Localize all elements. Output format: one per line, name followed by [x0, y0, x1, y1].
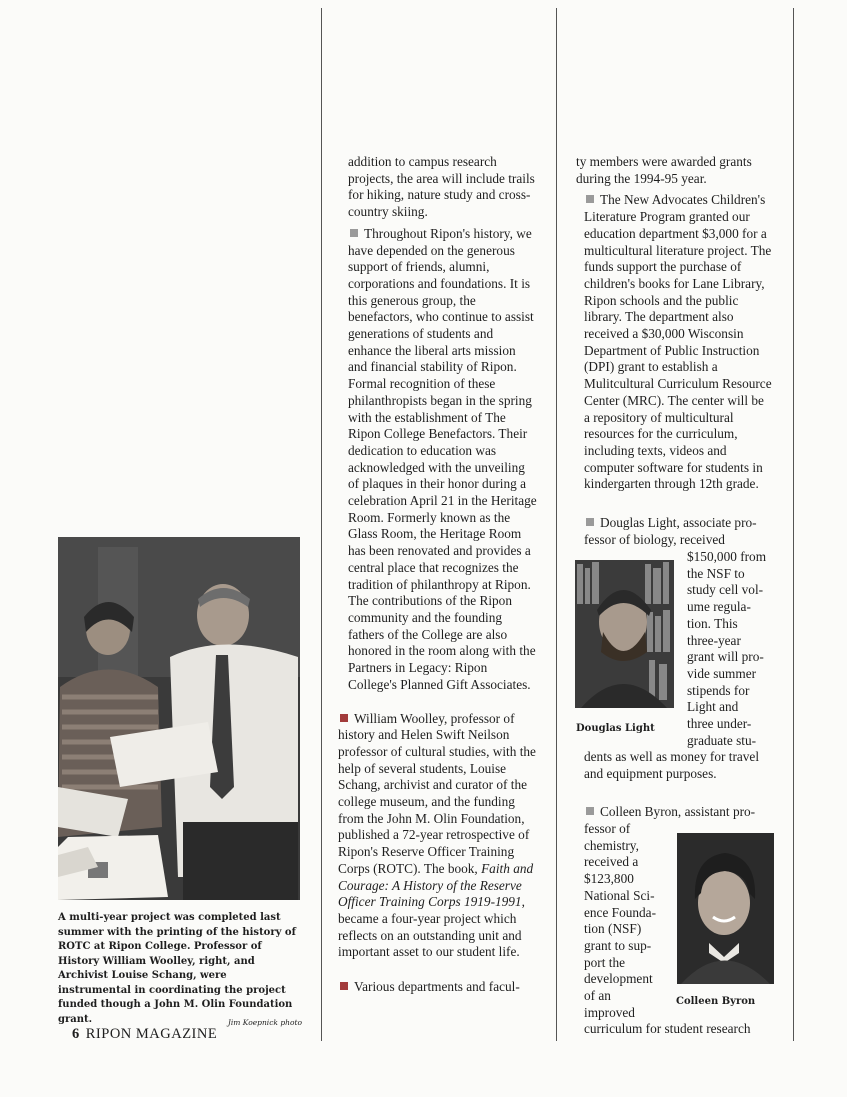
wrap-line: $150,000 from	[687, 549, 767, 564]
wrap-line: tion (NSF)	[584, 921, 642, 937]
wrap-line: study cell vol-	[687, 582, 764, 598]
wrap-line: vide summer	[687, 665, 757, 681]
rotc-text-a: William Woolley, professor of history and Helen Swift Neilson professor of cultural studies, with the help of several students, Louise Schang, archivist and curator of the college museum, and the funding from the John M. Olin Foundation, published a 72-year retrospective of Ripon's Reserve Officer Training Corps (ROTC). The book,	[338, 710, 536, 876]
paragraph-benefactors	[348, 226, 538, 694]
colleen-byron-photo	[677, 833, 774, 984]
wrap-line: grant will pro-	[687, 649, 764, 665]
wrap-line: three-year	[687, 632, 741, 648]
bullet-square	[350, 229, 358, 237]
wrap-line: graduate stu-	[687, 732, 757, 748]
douglas-light-photo	[575, 560, 674, 708]
colleen-first-line: Colleen Byron, assistant pro-	[600, 804, 756, 819]
paragraph-campus-trails: addition to campus research projects, the area will include trails for hiking, nature study and cross-country skiing.	[348, 154, 535, 220]
wrap-line: ence Founda-	[584, 904, 656, 920]
benefactors-text: Throughout Ripon's history, we have depended on the generous support of friends, alumni, corporations and foundations. It is this generous group, the benefactors, who continue to assist generations of students and enhance the liberal arts mission and financial stability of Ripon. Formal recognition of these philanthropists began in the spring with the establishment of The Ripon College Benefactors. Their dedication to education was acknowledged with the unveiling of plaques in their honor during a celebration April 21 in the Heritage Room. Formerly known as the Glass Room, the Heritage Room has been renovated and provides a central place that recognizes the tradition of philanthropy at Ripon. The contributions of the Ripon community and the founding fathers of the College are also honored in the room along with the Partners in Legacy: Ripon College's Planned Gift Associates.	[348, 225, 537, 692]
douglas-end-text	[584, 749, 774, 782]
right-column	[576, 154, 772, 493]
wrap-line: received a	[584, 854, 639, 870]
wrap-line: stipends for	[687, 682, 750, 698]
wrap-line: fessor of	[584, 821, 631, 836]
bullet-square	[586, 195, 594, 203]
new-advocates-text: The New Advocates Children's Literature Program granted our education department $3,000 for a multicultural literature project. The funds support the purchase of children's books for Lane Library, Ripon schools and the public library. The department also received a $30,000 Wisconsin Department of Public Instruction (DPI) grant to establish a Mulitcultural Curriculum Resource Center (MRC). The center will be a repository of multicultural resources for the curriculum, including texts, videos and computer software for students in kindergarten through 12th grade.	[584, 192, 772, 492]
wrap-line: improved	[584, 1004, 635, 1020]
douglas-wrap-text	[687, 549, 787, 749]
caption-text: A multi-year project was completed last summer with the printing of the history of ROTC at Ripon College. Professor of History William Woolley, right, and Archivist Louise Schang, were instrumental in coordinating the project funded though a John M. Olin Foundation grant.	[58, 912, 296, 1025]
colleen-end: curriculum for student research	[584, 1021, 751, 1037]
book-title: Faith and Courage: A History of the Reserve Officer Training Corps 1919-1991	[338, 860, 534, 910]
paragraph-douglas-light	[584, 515, 774, 532]
middle-column	[338, 154, 538, 996]
rotc-text-b: , became a four-year project which reflects on an outstanding unit and important asset to our student life.	[338, 894, 525, 960]
wrap-line: of an	[584, 988, 611, 1004]
paragraph-grants-intro: ty members were awarded grants during the 1994-95 year.	[576, 154, 752, 186]
magazine-name: RIPON MAGAZINE	[85, 1026, 218, 1042]
bullet-square	[340, 714, 348, 722]
bullet-square	[586, 807, 594, 815]
bullet-square	[586, 518, 594, 526]
wrap-line: Light and	[687, 699, 739, 715]
paragraph-departments	[338, 979, 538, 996]
douglas-light-caption: Douglas Light	[576, 723, 655, 734]
page-footer	[72, 1026, 217, 1043]
wrap-line: ume regula-	[687, 599, 751, 615]
bullet-square	[340, 982, 348, 990]
column-rule-1	[321, 8, 322, 1041]
wrap-line: National Sci-	[584, 887, 655, 903]
douglas-end: dents as well as money for travel and equipment purposes.	[584, 749, 760, 781]
paragraph-colleen-byron	[584, 804, 774, 821]
wrap-line: the NSF to	[687, 565, 745, 581]
wrap-line: port the	[584, 954, 625, 970]
douglas-line-1: Douglas Light, associate pro-	[600, 515, 757, 530]
colleen-byron-caption: Colleen Byron	[676, 996, 756, 1007]
douglas-line-2: fessor of biology, received	[584, 532, 725, 547]
wrap-line: $123,800	[584, 871, 634, 887]
wrap-line: tion. This	[687, 615, 738, 631]
photo-credit: Jim Koepnick photo	[227, 1017, 302, 1027]
wrap-line: development	[584, 971, 653, 987]
wrap-line: chemistry,	[584, 837, 639, 853]
departments-text: Various departments and facul-	[354, 979, 520, 995]
wrap-line: three under-	[687, 716, 752, 732]
column-rule-3	[793, 8, 794, 1041]
rotc-photo-caption	[58, 911, 302, 1030]
douglas-line-2-wrap	[584, 532, 774, 549]
wrap-line: grant to sup-	[584, 937, 652, 953]
paragraph-rotc-history	[338, 711, 538, 962]
rotc-history-photo	[58, 537, 300, 900]
page-number: 6	[72, 1026, 80, 1042]
paragraph-new-advocates	[584, 192, 772, 493]
column-rule-2	[556, 8, 557, 1041]
